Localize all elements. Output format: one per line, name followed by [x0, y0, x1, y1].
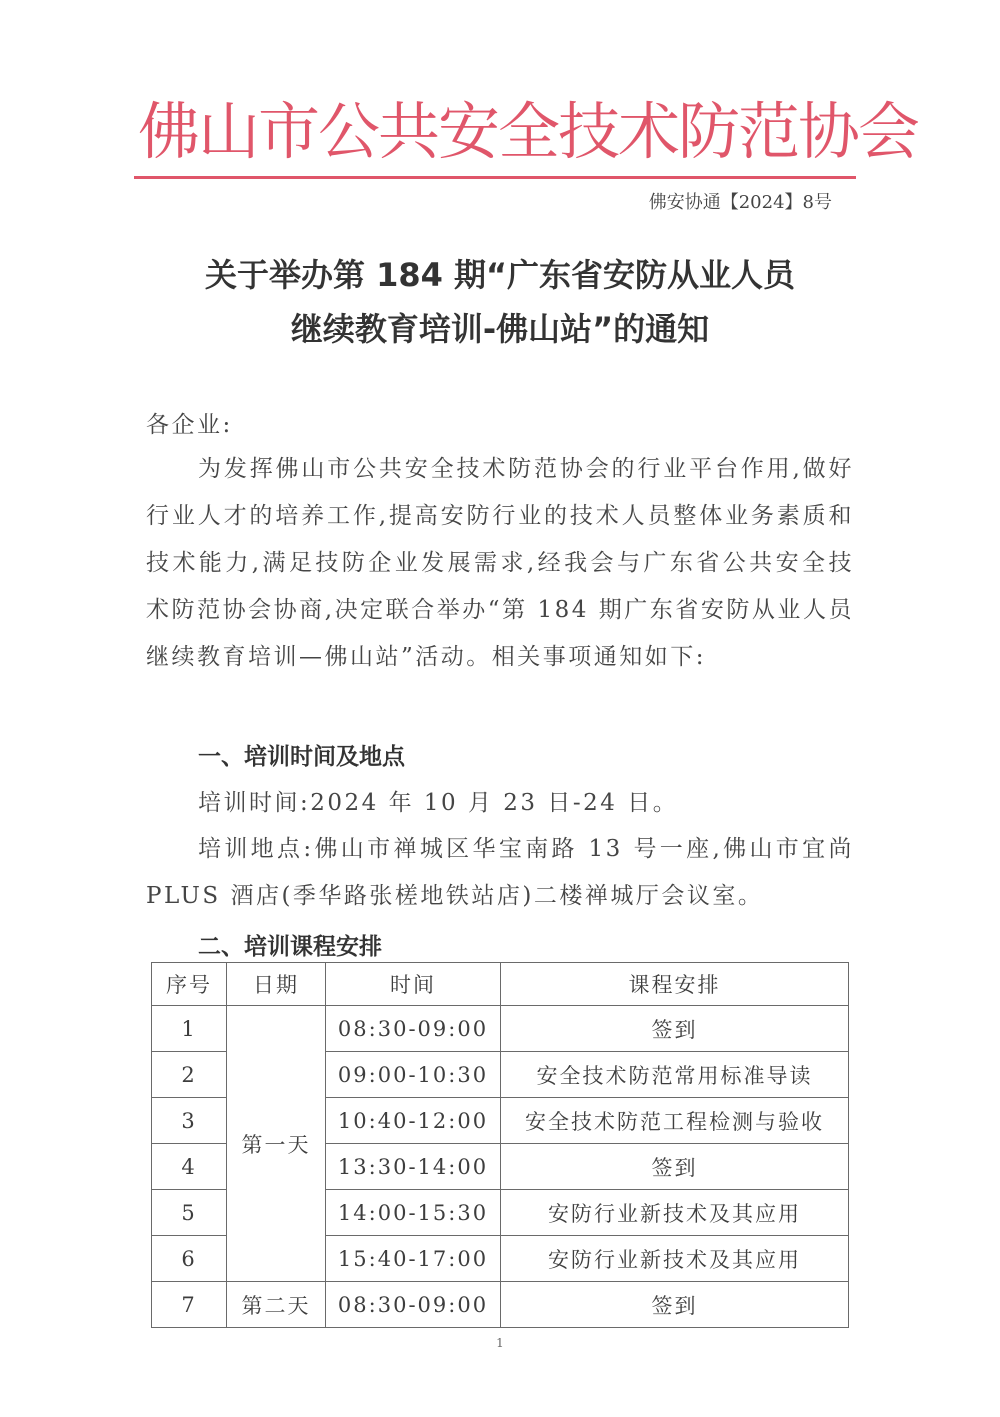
notice-title-line-1: 关于举办第 184 期“广东省安防从业人员 [204, 256, 796, 294]
cell-date-day-one: 第一天 [227, 1006, 326, 1282]
letterhead-org-name: 佛山市公共安全技术防范协会 [138, 95, 919, 168]
cell-date-day-two: 第二天 [227, 1282, 326, 1328]
cell-seq: 4 [152, 1144, 227, 1190]
salutation: 各企业: [146, 412, 233, 438]
cell-course: 安全技术防范工程检测与验收 [501, 1098, 849, 1144]
cell-time: 15:40-17:00 [326, 1236, 501, 1282]
cell-seq: 7 [152, 1282, 227, 1328]
cell-time: 10:40-12:00 [326, 1098, 501, 1144]
cell-seq: 3 [152, 1098, 227, 1144]
cell-seq: 6 [152, 1236, 227, 1282]
column-header-seq: 序号 [152, 963, 227, 1006]
section-heading-schedule: 二、培训课程安排 [198, 934, 382, 960]
training-time: 培训时间:2024 年 10 月 23 日-24 日。 [198, 790, 679, 816]
schedule-header-row [152, 963, 849, 1006]
cell-time: 14:00-15:30 [326, 1190, 501, 1236]
column-header-date: 日期 [227, 963, 326, 1006]
cell-time: 13:30-14:00 [326, 1144, 501, 1190]
cell-course: 安防行业新技术及其应用 [501, 1190, 849, 1236]
cell-course: 签到 [501, 1282, 849, 1328]
document-number: 佛安协通【2024】8号 [648, 192, 832, 213]
table-row [152, 1006, 849, 1052]
cell-course: 安防行业新技术及其应用 [501, 1236, 849, 1282]
cell-course: 签到 [501, 1006, 849, 1052]
notice-title-line-2: 继续教育培训-佛山站”的通知 [290, 310, 710, 348]
cell-time: 09:00-10:30 [326, 1052, 501, 1098]
letterhead-red-rule [134, 176, 856, 179]
cell-seq: 1 [152, 1006, 227, 1052]
cell-course: 安全技术防范常用标准导读 [501, 1052, 849, 1098]
cell-time: 08:30-09:00 [326, 1282, 501, 1328]
cell-time: 08:30-09:00 [326, 1006, 501, 1052]
column-header-course: 课程安排 [501, 963, 849, 1006]
page-number: 1 [496, 1336, 504, 1350]
column-header-time: 时间 [326, 963, 501, 1006]
table-row [152, 1282, 849, 1328]
cell-course: 签到 [501, 1144, 849, 1190]
intro-paragraph: 为发挥佛山市公共安全技术防范协会的行业平台作用,做好行业人才的培养工作,提高安防行业的技术人员整体业务素质和技术能力,满足技防企业发展需求,经我会与广东省公共安全技术防范协会协商,决定联合举办“第 184 期广东省安防从业人员继续教育培训—佛山站”活动。相关事项通知如下: [146, 456, 854, 670]
training-venue: 培训地点:佛山市禅城区华宝南路 13 号一座,佛山市宜尚 PLUS 酒店(季华路张槎地铁站店)二楼禅城厅会议室。 [146, 836, 854, 909]
schedule-table [151, 962, 849, 1328]
section-heading-time-venue: 一、培训时间及地点 [198, 744, 405, 770]
cell-seq: 5 [152, 1190, 227, 1236]
cell-seq: 2 [152, 1052, 227, 1098]
